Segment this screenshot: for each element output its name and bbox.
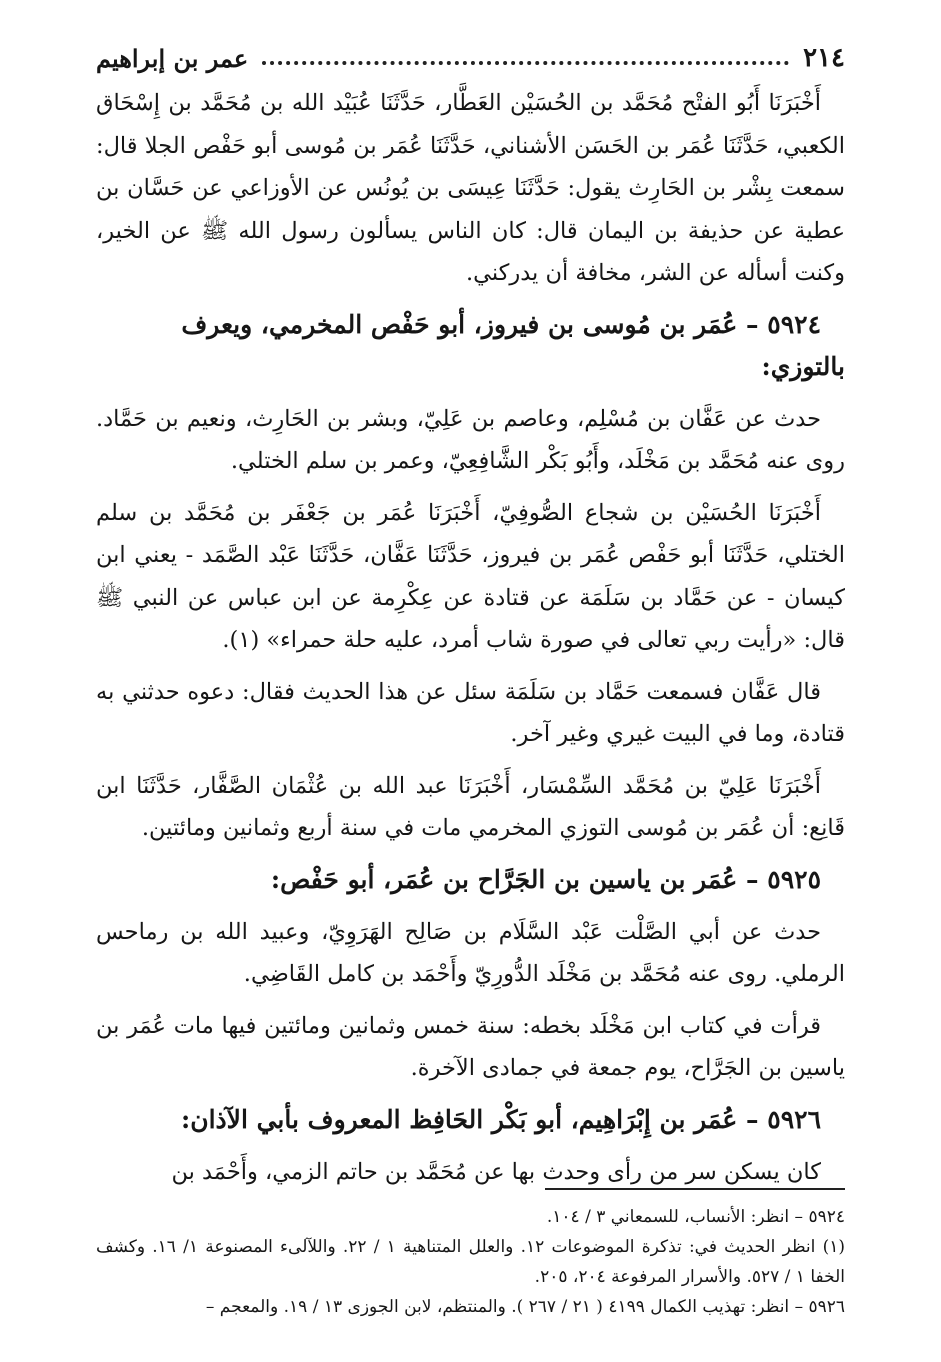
paragraph-death-date: أَخْبَرَنَا عَلِيّ بن مُحَمَّد السِّمْسَار، أَخْبَرَنَا عبد الله بن عُثْمَان الصَّفَّار، حَدَّثَنَا ابن قَانِع: أن عُمَر بن مُوسى التوزي المخرمي مات في سنة أربع وثمانين ومائتين. [96,772,845,841]
paragraph-comment: قال عَفَّان فسمعت حَمَّاد بن سَلَمَة سئل عن هذا الحديث فقال: دعوه حدثني به قتادة، وما في البيت غيري وغير آخر. [96,678,845,747]
footnote-1: (١) انظر الحديث في: تذكرة الموضوعات ١٢. والعلل المتناهية ١ / ٢٢. واللآلىء المصنوعة ١/ ١٦. وكشف الخفا ١ / ٥٢٧. والأسرار المرفوعة ٢٠٤، ٢٠٥. [96,1237,845,1287]
paragraph-death-date: قرأت في كتاب ابن مَخْلَد بخطه: سنة خمس وثمانين ومائتين فيها مات عُمَر بن ياسين بن الجَرَّاح، يوم جمعة في جمادى الآخرة. [96,1012,845,1081]
paragraph-narrators: كان يسكن سر من رأى وحدث بها عن مُحَمَّد بن حاتم الزمي، وأَحْمَد بن [171,1158,821,1185]
entry-heading-5925 [96,859,845,901]
running-title: عمر بن إبراهيم [96,43,249,73]
paragraph-narrators: حدث عن أبي الصَّلْت عَبْد السَّلَام بن صَالِح الهَرَوِيّ، وعبيد الله بن رماحس الرملي. روى عنه مُحَمَّد بن مَخْلَد الدُّورِيّ وأَحْمَد بن كامل القَاضِي. [96,918,845,987]
footnote-5926: ٥٩٢٦ – انظر: تهذيب الكمال ٤١٩٩ ( ٢١ / ٢٦٧ ). والمنتظم، لابن الجوزى ١٣ / ١٩. والمعجم – [205,1297,845,1317]
entry-heading-5924 [96,304,845,388]
footnote-separator [545,1188,845,1190]
footnotes [96,1202,845,1322]
entry-title: – عُمَر بن إِبْرَاهِيم، أبو بَكْر الحَافِظ المعروف بأبي الآذان: [181,1104,759,1134]
paragraph-hadith: أَخْبَرَنَا الحُسَيْن بن شجاع الصُّوفِيّ، أَخْبَرَنَا عُمَر بن جَعْفَر بن مُحَمَّد بن سلم الختلي، حَدَّثَنَا أبو حَفْص عُمَر بن فيروز، حَدَّثَنَا عَفَّان، حَدَّثَنَا عَبْد الصَّمَد - يعني ابن كيسان - عن حَمَّاد بن سَلَمَة عن قتادة عن عِكْرِمة عن ابن عباس عن النبي ﷺ قال: «رأيت ربي تعالى في صورة شاب أمرد، عليه حلة حمراء» (١). [96,499,845,653]
header-dot-leader [262,61,789,65]
entry-number: ٥٩٢٦ [767,1104,821,1134]
entry-heading-5926 [96,1099,845,1141]
footnote-5924: ٥٩٢٤ – انظر: الأنساب، للسمعاني ٣ / ١٠٤. [546,1207,845,1227]
page-number: ٢١٤ [803,43,845,73]
entry-number: ٥٩٢٥ [767,864,821,894]
entry-title: – عُمَر بن ياسين بن الجَرَّاح بن عُمَر، أبو حَفْص: [270,864,759,894]
entry-number: ٥٩٢٤ [767,309,821,339]
page-header [96,40,845,76]
paragraph-narrators: حدث عن عَفَّان بن مُسْلِم، وعاصم بن عَلِيّ، وبشر بن الحَارِث، ونعيم بن حَمَّاد. روى عنه مُحَمَّد بن مَخْلَد، وأَبُو بَكْر الشَّافِعِيّ، وعمر بن سلم الختلي. [96,405,845,474]
entry-title: – عُمَر بن مُوسى بن فيروز، أبو حَفْص المخرمي، ويعرف بالتوزي: [181,309,845,381]
paragraph-isnad-1: أَخْبَرَنَا أَبُو الفتْح مُحَمَّد بن الحُسَيْن العَطَّار، حَدَّثَنَا عُبَيْد الله بن مُحَمَّد بن إِسْحَاق الكعبي، حَدَّثَنَا عُمَر بن الحَسَن الأشناني، حَدَّثَنَا عُمَر بن مُوسى أبو حَفْص الجلا قال: سمعت بِشْر بن الحَارِث يقول: حَدَّثَنَا عِيسَى بن يُونُس عن الأوزاعي عن حَسَّان بن عطية عن حذيفة بن اليمان قال: كان الناس يسألون رسول الله ﷺ عن الخير، وكنت أسأله عن الشر، مخافة أن يدركني. [96,90,845,286]
main-text [96,82,845,1202]
